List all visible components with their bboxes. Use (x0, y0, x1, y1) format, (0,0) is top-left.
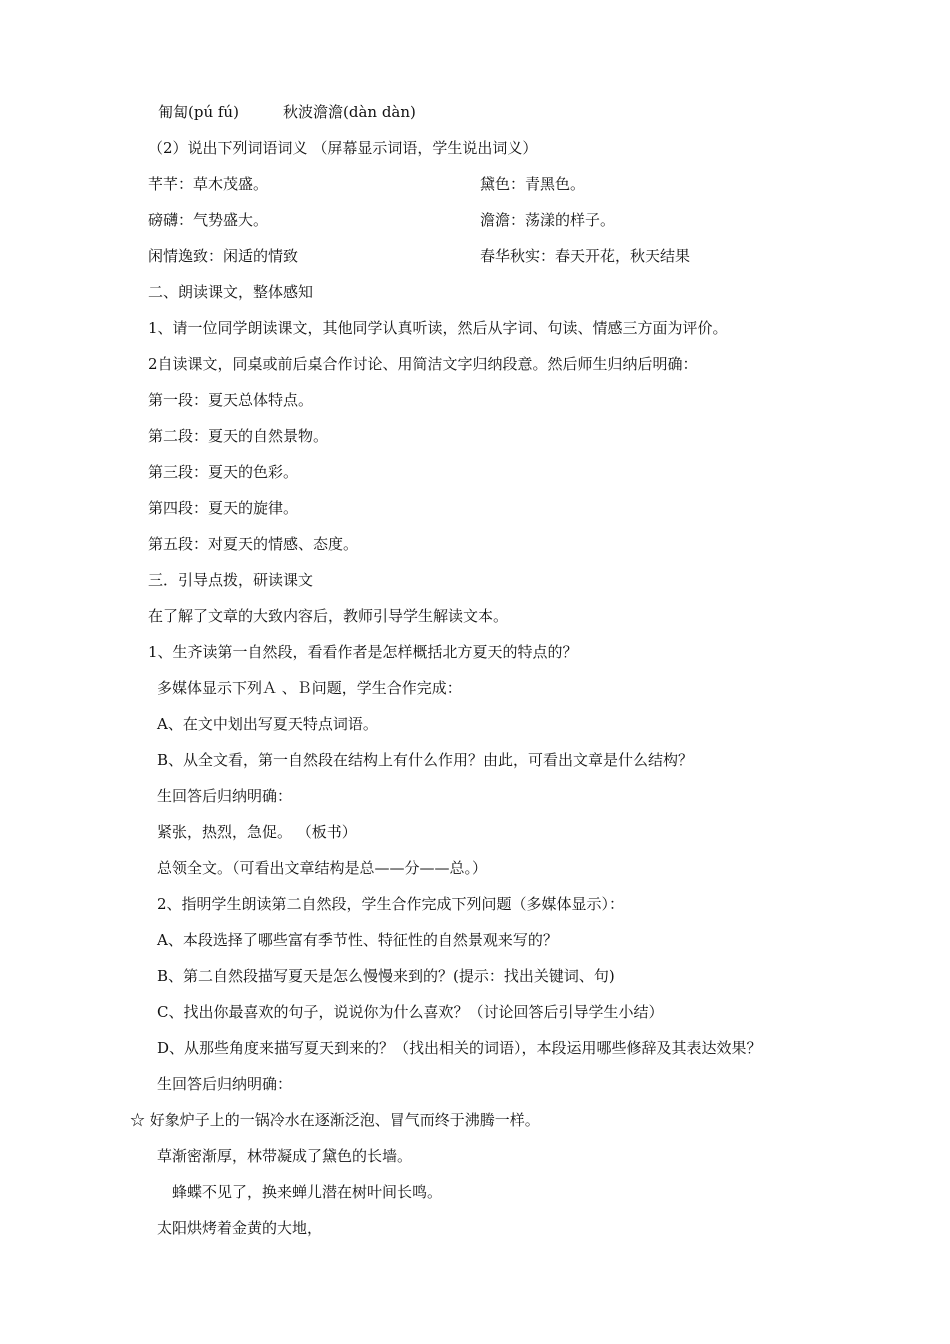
vocab-right-1: 黛色：青黑色。 (480, 175, 586, 193)
text-line: 1、请一位同学朗读课文，其他同学认真听读，然后从字词、句读、情感三方面为评价。 (148, 319, 728, 337)
section-heading-3: 三．引导点拨，研读课文 (148, 571, 314, 589)
paragraph-summary: 第三段：夏天的色彩。 (148, 463, 299, 481)
section-heading-2: 二、朗读课文，整体感知 (148, 283, 314, 301)
paragraph-summary: 第五段：对夏天的情感、态度。 (148, 535, 359, 553)
pronunciation-dandan: 秋波澹澹(dàn dàn) (283, 103, 416, 121)
pronunciation-puf: 匍匐(pú fú) (158, 103, 239, 121)
vocab-right-3: 春华秋实：春天开花，秋天结果 (480, 247, 691, 265)
question-b: B、从全文看，第一自然段在结构上有什么作用？由此，可看出文章是什么结构？ (157, 751, 694, 769)
question-a: A、在文中划出写夏天特点词语。 (157, 715, 378, 733)
paragraph-summary: 第四段：夏天的旋律。 (148, 499, 299, 517)
text-line: 2、指明学生朗读第二自然段，学生合作完成下列问题（多媒体显示）： (157, 895, 625, 913)
text-line: 太阳烘烤着金黄的大地， (157, 1219, 323, 1237)
star-bullet-line: ☆ 好象炉子上的一锅冷水在逐渐泛泡、冒气而终于沸腾一样。 (130, 1111, 540, 1129)
vocab-right-2: 澹澹：荡漾的样子。 (480, 211, 616, 229)
question-d: D、从那些角度来描写夏天到来的？（找出相关的词语），本段运用哪些修辞及其表达效果？ (157, 1039, 762, 1057)
text-line: 在了解了文章的大致内容后，教师引导学生解读文本。 (148, 607, 509, 625)
answer-line: 紧张，热烈，急促。 （板书） (157, 823, 357, 841)
vocab-left-3: 闲情逸致：闲适的情致 (148, 247, 299, 265)
text-line: 1、生齐读第一自然段，看看作者是怎样概括北方夏天的特点的？ (148, 643, 578, 661)
text-line: 蜂蝶不见了，换来蝉儿潜在树叶间长鸣。 (172, 1183, 443, 1201)
text-line: 生回答后归纳明确： (157, 1075, 293, 1093)
paragraph-summary: 第二段：夏天的自然景物。 (148, 427, 329, 445)
question-b: B、第二自然段描写夏天是怎么慢慢来到的？(提示：找出关键词、句) (157, 967, 615, 985)
vocab-heading: （2）说出下列词语词义 （屏幕显示词语，学生说出词义） (148, 139, 538, 157)
answer-line: 总领全文。（可看出文章结构是总——分——总。） (157, 859, 488, 877)
text-line: 草渐密渐厚，林带凝成了黛色的长墙。 (157, 1147, 413, 1165)
vocab-left-1: 芊芊：草木茂盛。 (148, 175, 269, 193)
paragraph-summary: 第一段：夏天总体特点。 (148, 391, 314, 409)
text-line: 多媒体显示下列Ａ 、Ｂ问题，学生合作完成： (157, 679, 462, 697)
question-a: A、本段选择了哪些富有季节性、特征性的自然景观来写的？ (157, 931, 558, 949)
vocab-left-2: 磅礴：气势盛大。 (148, 211, 269, 229)
text-line: 2自读课文，同桌或前后桌合作讨论、用简洁文字归纳段意。然后师生归纳后明确： (148, 355, 698, 373)
question-c: C、找出你最喜欢的句子，说说你为什么喜欢？（讨论回答后引导学生小结） (157, 1003, 664, 1021)
text-line: 生回答后归纳明确： (157, 787, 293, 805)
